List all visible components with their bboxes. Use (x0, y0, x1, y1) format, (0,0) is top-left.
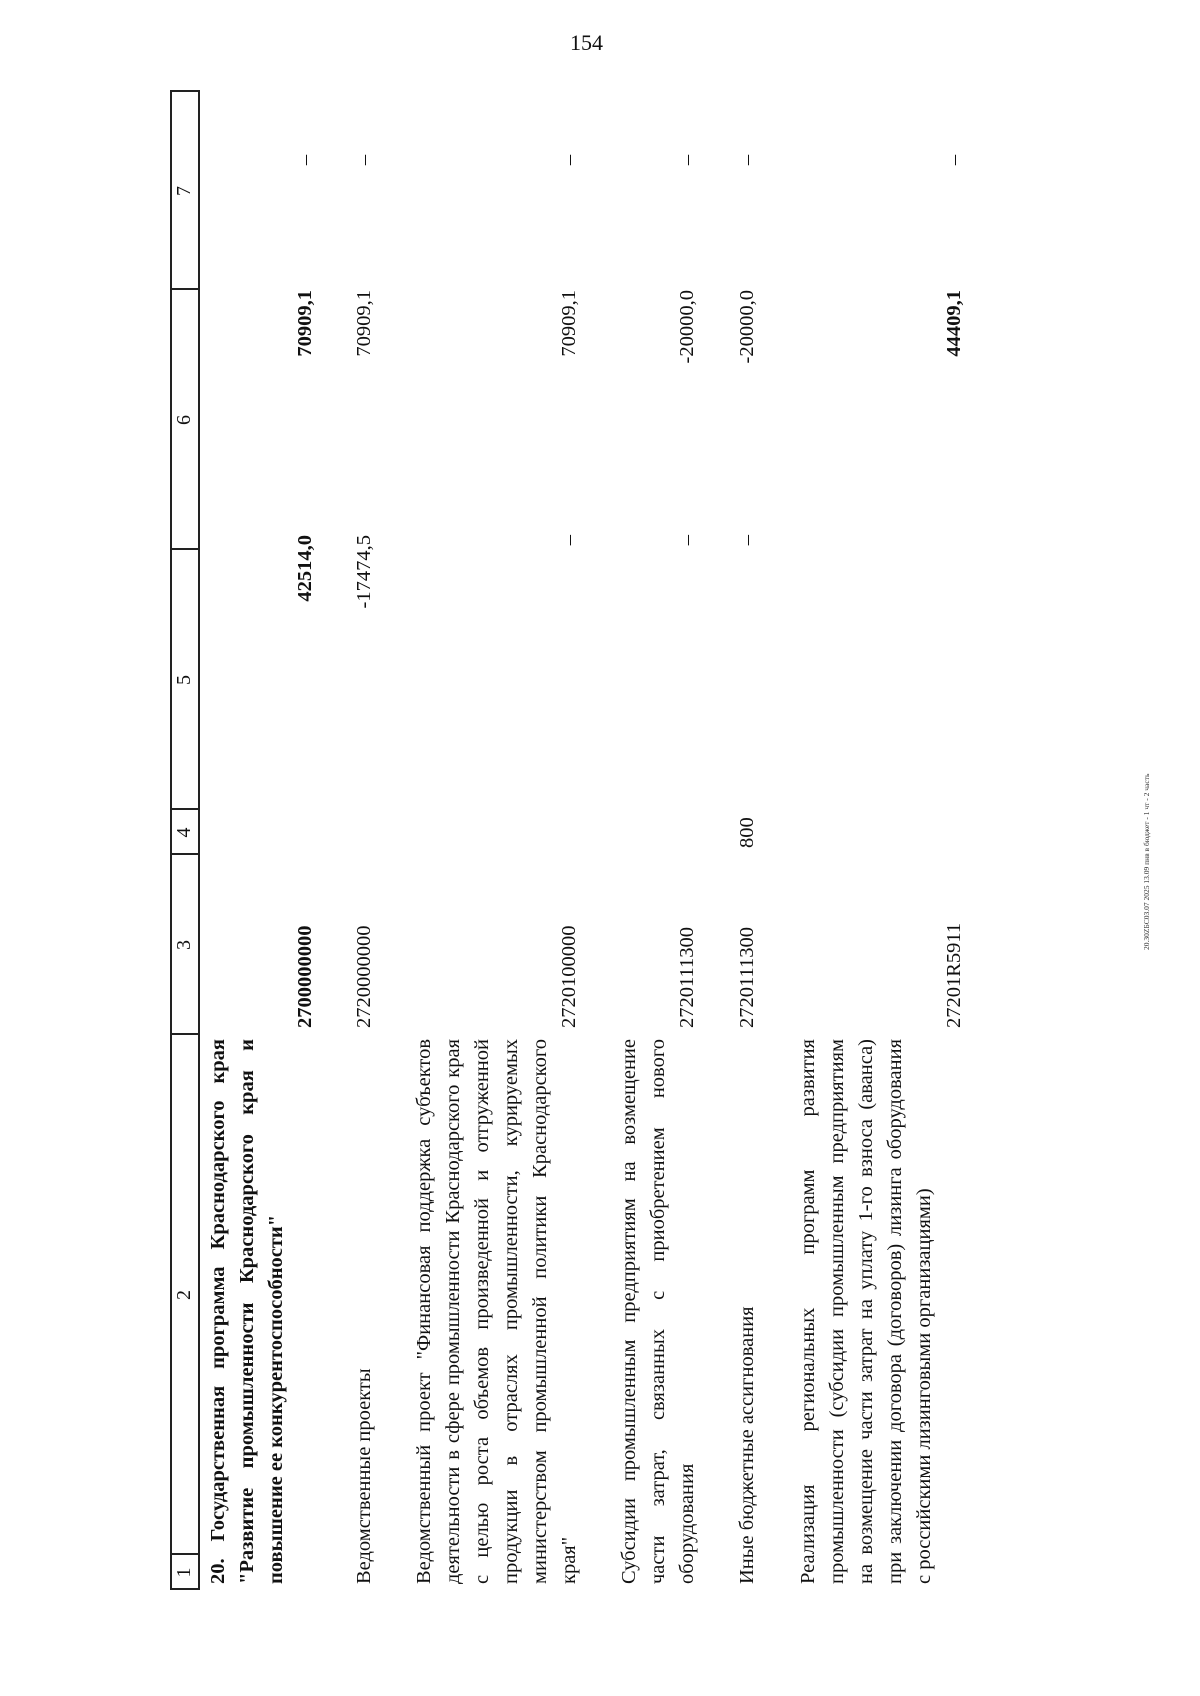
row-amount: 70909,1 (558, 290, 580, 357)
row-number: 20. (207, 1558, 229, 1584)
column-header-7: 7 (173, 186, 195, 196)
row-col7: – (943, 154, 965, 166)
row-col7: – (736, 154, 758, 166)
row-type: 800 (736, 817, 758, 848)
row-code: 2720100000 (558, 925, 580, 1028)
row-code: 2720000000 (353, 925, 375, 1028)
row-description: Иные бюджетные ассигнования (736, 1306, 758, 1584)
row-amount: -20000,0 (676, 290, 698, 364)
page-number: 154 (570, 30, 603, 55)
row-col7: – (676, 154, 698, 166)
table-row (204, 1039, 291, 1584)
row-amount: 70909,1 (353, 290, 375, 357)
row-amount: -20000,0 (736, 290, 758, 364)
row-change: – (736, 535, 758, 546)
column-header-2: 2 (173, 1290, 195, 1300)
budget-table (170, 90, 1050, 1590)
row-col7: – (353, 154, 375, 166)
column-header-6: 6 (173, 415, 195, 425)
row-description: Государственная программа Краснодарского края "Развитие промышленности Краснодарского края и повышение ее конкурентоспособности" (207, 1038, 287, 1584)
row-amount: 70909,1 (294, 290, 316, 357)
row-description: Субсидии промышленным предприятиям на возмещение части затрат, связанных с приобретением нового оборудования (618, 1039, 698, 1584)
row-change: -17474,5 (353, 535, 375, 609)
row-col7: – (558, 154, 580, 166)
row-change: – (676, 535, 698, 546)
row-change: – (558, 535, 580, 546)
row-description: Ведомственный проект "Финансовая поддержка субъектов деятельности в сфере промышленности Краснодарского края с целью роста объемов произведенной и отгруженной продукции в отраслях промышленности, курируемых министерством промышленной политики Краснодарского края" (413, 1039, 580, 1584)
row-code: 2720111300 (676, 927, 698, 1028)
row-change: 42514,0 (294, 535, 316, 602)
footer-code: 20.30ZБС03.07 2025 13.09 пнв в бюджет - 1 чт - 2 часть (1142, 773, 1151, 950)
row-code: 27201R5911 (943, 922, 965, 1028)
row-description: Реализация региональных программ развития промышленности (субсидии промышленным предприятиям на возмещение части затрат на уплату 1-го взноса (аванса) при заключении договора (договоров) лизинга оборудования с российскими лизинговыми организациями) (797, 1039, 935, 1584)
header-bottom-border (198, 90, 200, 1590)
row-amount: 44409,1 (943, 290, 965, 357)
row-code: 2720111300 (736, 927, 758, 1028)
column-header-1: 1 (173, 1567, 195, 1578)
row-col7: – (294, 154, 316, 166)
column-header-3: 3 (173, 940, 195, 950)
row-code: 2700000000 (294, 925, 316, 1028)
row-description: Ведомственные проекты (353, 1368, 375, 1584)
column-header-4: 4 (173, 827, 195, 838)
column-header-5: 5 (173, 675, 195, 685)
